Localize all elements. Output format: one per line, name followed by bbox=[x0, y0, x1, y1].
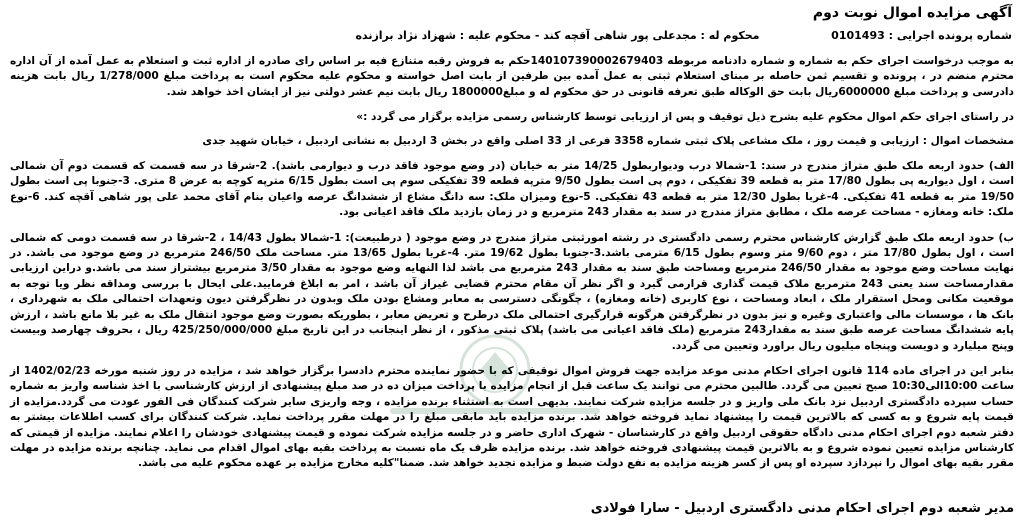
case-info-line bbox=[12, 28, 1012, 44]
case-parties: محکوم له : مجدعلی پور شاهی آقچه کند - محکوم علیه : شهزاد نژاد برازنده bbox=[355, 29, 760, 42]
paragraph-deed-boundaries: الف) حدود اربعه ملک طبق متراژ مندرج در سند: 1-شمالا درب ودیواربطول 14/25 متر به خیابان (در وضع موجود فاقد درب و دیوارمی باشد). 2-شرقا در سه قسمت که قسمت دوم آن شمالی است ، اول دیواریه پی بطول 17/80 متر به قطعه 39 تفکیکی ، دوم پی است بطول 9/50 مترپه قطعه 39 تفکیکی سوم پی است بطول 6/15 مترپه کوچه به عرض 8 متری. 3-جنوبا پی است بطول 19/50 متر به قطعه 41 تفکیکی. 4-غربا بطول 12/30 متر به قطعه 43 تفکیکی. 5-نوع ومیزان ملک: سه دانگ مشاع از ششدانگ عرصه واعیان بنام آقای محمد علی پور شاهی آقچه کند. 6-نوع ملک: خانه ومغازه - مساحت عرصه ملک ، مطابق متراژ مندرج در سند به مقدار 243 مترمربع و در زمان بازدید ملک فاقد اعیانی بود. bbox=[10, 160, 1015, 219]
paragraph-expert-report: ب) حدود اربعه ملک طبق گزارش کارشناس محترم رسمی دادگستری در رشته امورثبتی متراژ مندرج در وضع موجود ( درطبیعت): 1-شمالا بطول 14/43 ، 2-شرقا در سه قسمت دومی که شمالی است ، اول بطول 17/80 متر ، دوم 9/60 متر وسوم بطول 6/15 مترمی باشد.3-جنوبا بطول 19/62 متر. 4-غربا بطول 13/65 متر. مساحت ملک 246/50 مترمربع در وضع موجود می باشد. در نهایت مساحت وضع موجود به مقدار 246/50 مترمربع ومساحت طبق سند به مقدار 243 مترمربع می باشد لذا النهایه وضع موجود به مقدار 3/50 مترمربع بیشتراز سند می باشد.و دراین ارزیابی مقدارمساحت سند یعنی 243 مترمربع ملاک قیمت گذاری قرارمی گیرد و اگر نظر آن مقام محترم قضایی غیراز آن باشد ، امر به ابلاغ فرمایید.علی ایحال با بررسی ومداقه نظر ویا توجه به موقعیت مکانی ومحل استقرار ملک ، ابعاد ومساحت ، نوع کاربری (خانه ومغازه) ، چگونگی دسترسی به معابر ومشاع بودن ملک وبدون در نظرگرفتن دیون وتعهدات احتمالی ملک به شهرداری ، بانک ها ، موسسات مالی واعتباری وغیره و نیز بدون در نظرگرفتن هرگونه قرارگیری احتمالی ملک درطرح و تعریض معابر ، بطوریکه بصورت وضع موجود انتقال ملک به غیر بلا مانع باشد ، ارزش پایه ششدانگ مساحت عرصه طبق سند به مقدار243 مترمربع (ملک فاقد اعیانی می باشد) پلاک ثبتی مذکور ، از نظر اینجانب در این تاریخ مبلغ 425/250/000/000 ریال ، بحروف چهارصد وبیست وپنج میلیارد و دویست وپنجاه میلیون ریال براورد وتعیین می گردد. bbox=[10, 231, 1014, 352]
paragraph-auction-terms: بنابر این در اجرای ماده 114 قانون اجرای احکام مدنی موعد مزایده جهت فروش اموال توقیفی که با حضور نماینده محترم دادسرا برگزار خواهد شد ، مزایده در روز شنبه مورخه 1402/02/23 از ساعت 10:00الی10:30 صبح تعیین می گردد. طالبین محترم می توانند یک ساعت قبل از انجام مزایده با پرداخت میزان ده در صد مبلغ پیشنهادی از ارزش کارشناسی با اخذ شناسه واریز به شماره حساب سپرده دادگستری اردبیل نزد بانک ملی واریز و در جلسه مزایده شرکت نمایند. بدیهی است به استثناء برنده مزایده ، وجه واریزی سایر شرکت کنندگان فی الفور عودت می گردد.مزایده از قیمت پایه شروع و به کسی که بالاترین قیمت را پیشنهاد نماید فروخته خواهد شد. برنده مزایده باید مابقی مبلغ را در مهلت مقرر پرداخت نماید. شرکت کنندگان برای کسب اطلاعات بیشتر به دفتر شعبه دوم اجرای احکام مدنی دادگاه حقوقی اردبیل واقع در کارشناسان - شهرک اداری حاضر و در جلسه مزایده شرکت نموده و قیمت پیشنهادی خودشان را اعلام نمایند. مزایده از قیمتی که کارشناس مزایده تعیین نموده شروع و به بالاترین قیمت پیشنهادی فروخته خواهد شد. برنده مزایده ظرف یک ماه نسبت به پرداخت بقیه بهای اموال اقدام می نماید. چنانچه برنده مزایده در مهلت مقرر بقیه بهای اموال را نپردازد سپرده او پس از کسر هزینه مزایده به نفع دولت ضبط و مزایده تجدید خواهد شد. ضمنا"کلیه مخارج مزایده بر عهده محکوم علیه می باشد. bbox=[10, 364, 1015, 470]
signature-line: مدیر شعبه دوم اجرای احکام مدنی دادگستری اردبیل - سارا فولادی bbox=[590, 501, 1014, 516]
auction-notice bbox=[6, 4, 1018, 526]
paragraph-seizure: در راستای اجرای حکم اموال محکوم علیه بشرح ذیل توقیف و پس از ارزیابی توسط کارشناس رسمی مزایده برگزار می گردد :» bbox=[356, 111, 1014, 124]
paragraph-verdict: به موجب درخواست اجرای حکم به شماره و شماره دادنامه مربوطه 140107390002679403حکم به فروش رقبه متنازع فیه بر اساس رای صادره از اداره ثبت و استعلام به عمل آمده از آن اداره محترم منضم در ، پرونده و تقسیم ثمن حاصله بر مبنای استعلام ثبتی به عمل آمده بین طرفین از بابت اصل خواسته و محکوم علیه محکوم است به پرداخت مبلغ 1/278/000 ریال بابت هزینه دادرسی و پرداخت مبلغ 6000000ریال بابت حق الوکاله طبق تعرفه قانونی در حق محکوم له و مبلغ1800000 ریال بابت نیم عشر دولتی نیز از ایشان اخذ خواهد شد. bbox=[10, 55, 1015, 98]
paragraph-property-spec: مشخصات اموال : ارزیابی و قیمت روز ، ملک مشاعی پلاک ثبتی شماره 3358 فرعی از 33 اصلی واقع در بخش 3 اردبیل به نشانی اردبیل ، خیابان شهید جدی bbox=[202, 134, 1014, 147]
file-number: 0101493 bbox=[831, 29, 885, 42]
notice-title: آگهی مزایده اموال نوبت دوم bbox=[812, 5, 1012, 21]
file-number-label: شماره پرونده اجرایی : bbox=[888, 29, 1012, 42]
